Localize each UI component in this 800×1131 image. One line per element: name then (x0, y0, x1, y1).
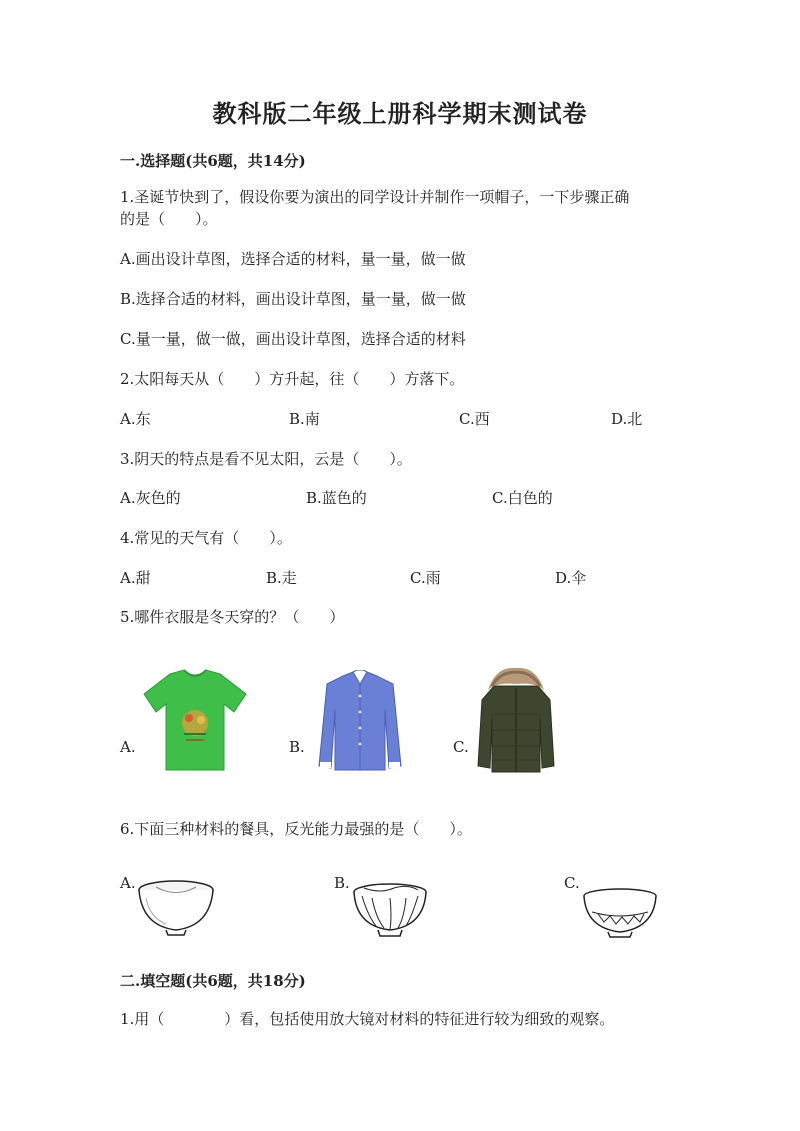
question-2-option-a[interactable]: A.东 (120, 410, 151, 428)
question-4-stem: 4.常见的天气有（ ）。 (120, 529, 292, 547)
question-3-option-c[interactable]: C.白色的 (492, 489, 553, 507)
question-6-option-c[interactable]: C. (564, 874, 580, 892)
section-heading-fill: 二.填空题(共6题，共18分) (120, 972, 306, 990)
question-4-option-d[interactable]: D.伞 (555, 569, 587, 587)
question-1-stem-line1: 1.圣诞节快到了，假设你要为演出的同学设计并制作一项帽子，一下步骤正确 (120, 188, 630, 206)
question-6-option-a[interactable]: A. (120, 874, 136, 892)
question-5-stem: 5.哪件衣服是冬天穿的？（ ） (120, 608, 345, 626)
question-3-option-a[interactable]: A.灰色的 (120, 489, 181, 507)
tshirt-image (140, 668, 250, 774)
question-1-option-c[interactable]: C.量一量，做一做，画出设计草图，选择合适的材料 (120, 330, 466, 348)
question-1-option-b[interactable]: B.选择合适的材料，画出设计草图，量一量，做一做 (120, 290, 466, 308)
question-3-option-b[interactable]: B.蓝色的 (306, 489, 367, 507)
question-1-option-a[interactable]: A.画出设计草图，选择合适的材料，量一量，做一做 (120, 250, 466, 268)
question-6-option-b[interactable]: B. (334, 874, 350, 892)
section-heading-choice: 一.选择题(共6题，共14分) (120, 152, 306, 170)
question-3-stem: 3.阴天的特点是看不见太阳，云是（ ）。 (120, 450, 412, 468)
page-title: 教科版二年级上册科学期末测试卷 (212, 99, 588, 128)
ceramic-bowl-image (580, 886, 660, 942)
question-4-option-c[interactable]: C.雨 (410, 569, 441, 587)
shirt-image (315, 670, 405, 774)
question-4-option-b[interactable]: B.走 (266, 569, 297, 587)
question-2-stem: 2.太阳每天从（ ）方升起，往（ ）方落下。 (120, 370, 465, 388)
question-4-option-a[interactable]: A.甜 (120, 569, 151, 587)
question-5-option-c[interactable]: C. (453, 738, 469, 756)
winter-jacket-image (476, 666, 556, 776)
wooden-bowl-image (350, 880, 430, 940)
question-6-stem: 6.下面三种材料的餐具，反光能力最强的是（ ）。 (120, 820, 472, 838)
metal-bowl-image (136, 878, 216, 938)
fill-question-1-stem: 1.用（ ）看，包括使用放大镜对材料的特征进行较为细致的观察。 (120, 1010, 615, 1028)
question-5-option-b[interactable]: B. (289, 738, 305, 756)
question-2-option-c[interactable]: C.西 (459, 410, 490, 428)
question-1-stem-line2: 的是（ ）。 (120, 210, 218, 228)
question-2-option-b[interactable]: B.南 (289, 410, 320, 428)
question-5-option-a[interactable]: A. (120, 738, 136, 756)
question-2-option-d[interactable]: D.北 (611, 410, 643, 428)
